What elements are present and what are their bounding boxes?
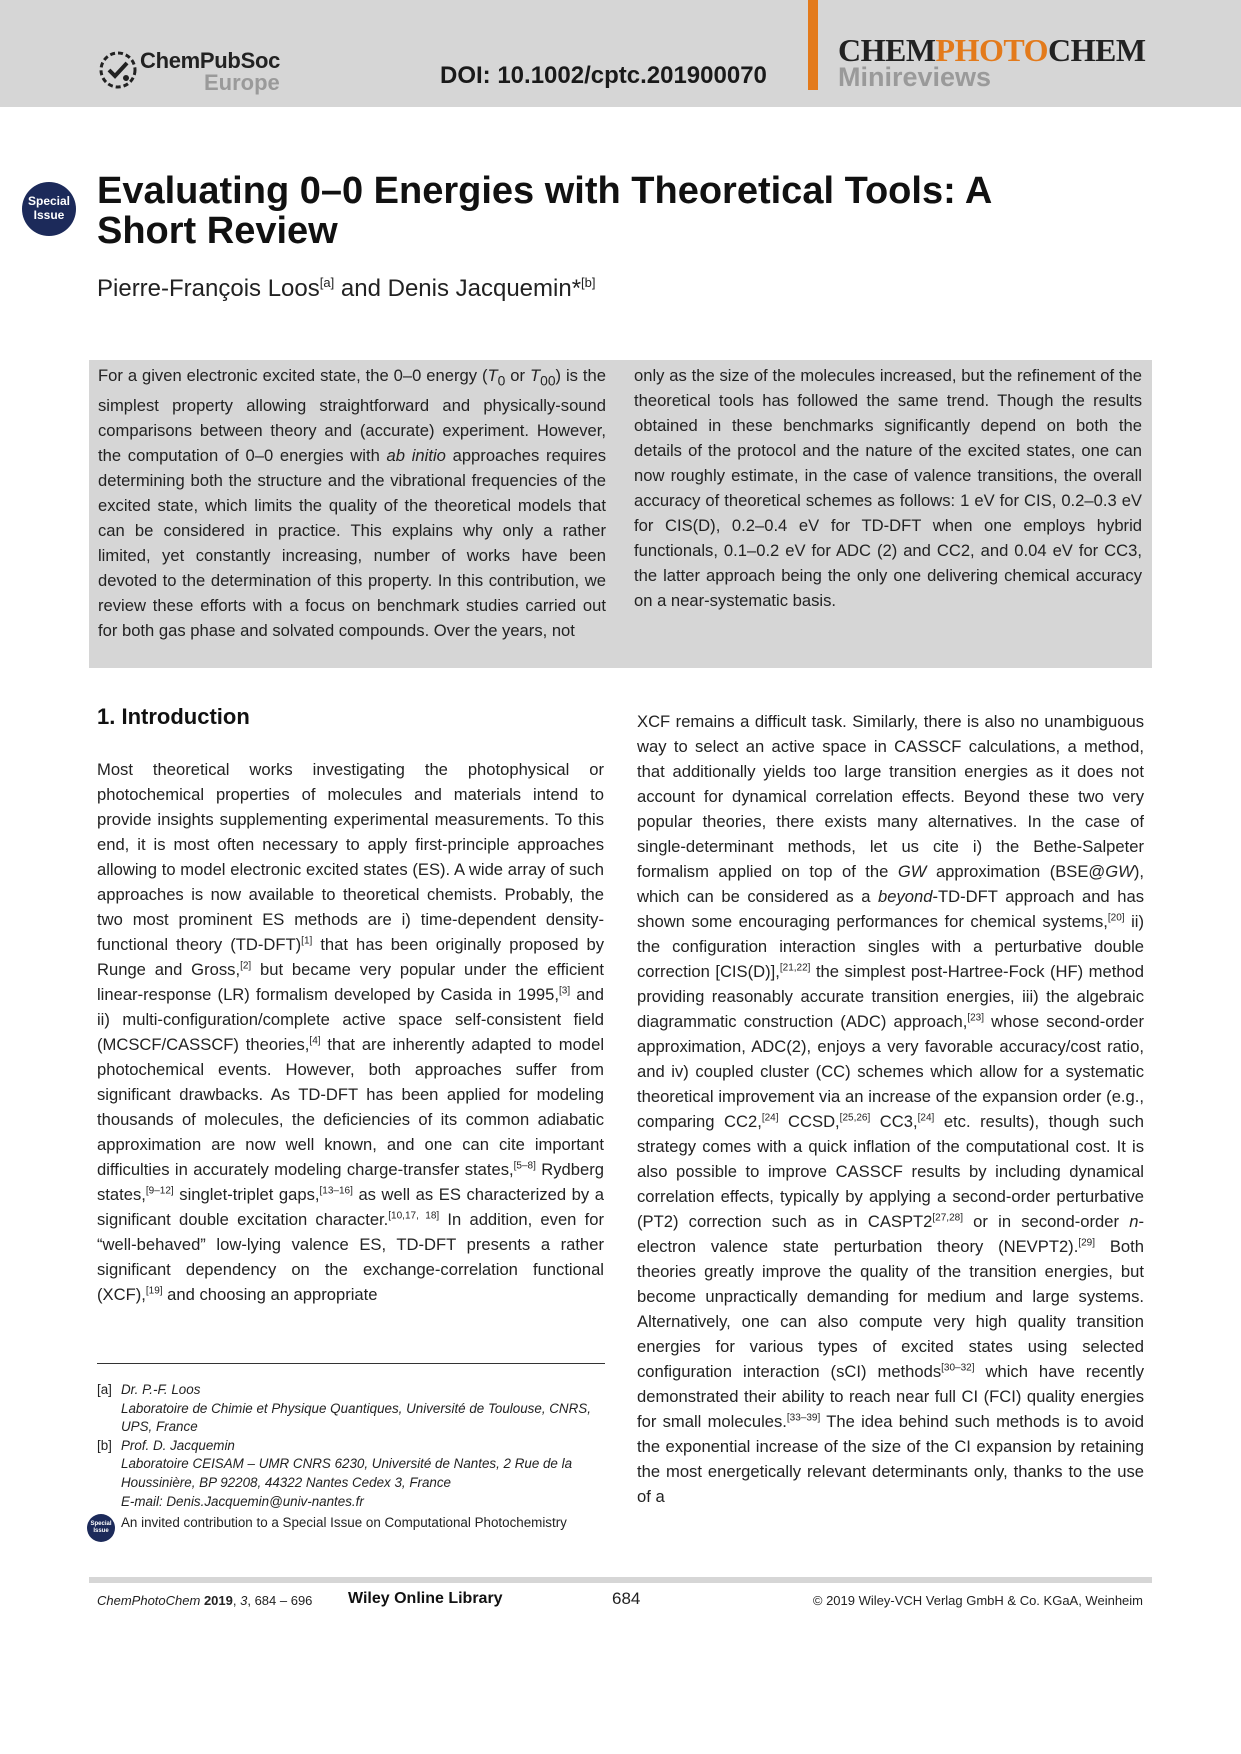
abstract-text: ) is the simplest property allowing straightforward and physically-sound comparisons between theory and (accurate) experiment. However, the computation of 0–0 energies with xyxy=(98,366,606,466)
abstract-text: For a given electronic excited state, the 0–0 energy ( xyxy=(98,366,488,385)
footer-divider xyxy=(89,1577,1152,1583)
author-joiner: and xyxy=(334,275,388,302)
abstract-symbol: T xyxy=(529,366,541,385)
body-text: as well as ES characterized by a significant double excitation character. xyxy=(97,1185,604,1229)
citation-ref[interactable]: [25,26] xyxy=(839,1112,871,1124)
badge-line-1: Special xyxy=(27,194,71,208)
body-text: The idea behind such methods is to avoid the exponential increase of the size of the CI expansion by retaining the most energetically relevant determinants only, thanks to the use of a xyxy=(637,1412,1144,1506)
abstract-column-left xyxy=(98,363,606,643)
body-text: the simplest post-Hartree-Fock (HF) method providing reasonably accurate transition energies, iii) the algebraic diagrammatic construction (ADC) approach, xyxy=(637,962,1145,1031)
body-text: Rydberg states, xyxy=(97,1160,604,1204)
accent-bar xyxy=(808,0,818,90)
body-text: CC3, xyxy=(870,1112,918,1131)
body-text: and ii) multi-configuration/complete active space self-consistent field (MCSCF/CASSCF) theories, xyxy=(97,985,604,1054)
logo-text-europe: Europe xyxy=(204,70,280,95)
body-text: ii) the configuration interaction singles with a perturbative double correction [CIS(D)], xyxy=(637,912,1145,981)
citation-ref[interactable]: [24] xyxy=(761,1112,779,1124)
citation-ref[interactable]: [1] xyxy=(301,935,313,947)
footnote-invited-text: An invited contribution to a Special Issue on Computational Photochemistry xyxy=(121,1515,567,1531)
doi: DOI: 10.1002/cptc.201900070 xyxy=(440,62,767,89)
citation-ref[interactable]: [3] xyxy=(559,985,571,997)
body-italic: GW xyxy=(897,862,927,881)
body-text: that has been originally proposed by Runge and Gross, xyxy=(97,935,605,979)
footer-journal: ChemPhotoChem xyxy=(97,1593,201,1608)
author-1: Pierre-François Loos xyxy=(97,275,320,302)
body-text: Most theoretical works investigating the photophysical or photochemical properties of molecules and materials intend to provide insights supplementing experimental measurements. To this end, it is most often necessary to apply first-principle approaches allowing to model electronic excited states (ES). A wide array of such approaches is now available to theoretical chemists. Probably, the two most prominent ES methods are i) time-dependent density-functional theory (TD-DFT) xyxy=(97,760,604,954)
abstract-text: or xyxy=(505,366,530,385)
citation-ref[interactable]: [27,28] xyxy=(932,1212,963,1224)
body-italic: n xyxy=(1129,1212,1139,1231)
body-italic: beyond xyxy=(878,887,933,906)
body-text: CCSD, xyxy=(778,1112,840,1131)
body-text: whose second-order approximation, ADC(2), enjoys a very favorable accuracy/cost ratio, and iv) coupled cluster (CC) schemes which allow for a systematic theoretical improvement via an increase of the expansion order (e.g., comparing CC2, xyxy=(637,1012,1144,1131)
body-column-right xyxy=(637,709,1144,1509)
page-header xyxy=(0,0,1241,107)
citation-ref[interactable]: [5–8] xyxy=(513,1160,536,1172)
body-text: but became very popular under the efficient linear-response (LR) formalism developed by Casida in 1995, xyxy=(97,960,604,1004)
footnote-tag: [b] xyxy=(97,1437,112,1453)
footnote-a xyxy=(97,1381,605,1437)
abstract-text: approaches requires determining both the structure and the vibrational frequencies of the excited state, which limits the quality of the theoretical models that can be considered in practice. This explains why only a rather limited, yet constantly increasing, number of works have been devoted to the determination of this property. In this contribution, we review these efforts with a focus on benchmark studies carried out for both gas phase and solvated compounds. Over the years, not xyxy=(98,446,607,641)
abstract-column-right: only as the size of the molecules increased, but the refinement of the theoretical tools has followed the same trend. Though the results obtained in these benchmarks significantly depend on both the details of the protocol and the nature of the excited states, one can now roughly estimate, in the case of valence transitions, the overall accuracy of theoretical schemes as follows: 1 eV for CIS, 0.2–0.3 eV for CIS(D), 0.2–0.4 eV for TD-DFT when one employs hybrid functionals, 0.1–0.2 eV for ADC (2) and CC2, and 0.04 eV for CC3, the latter approach being the only one delivering chemical accuracy on a near-systematic basis. xyxy=(634,366,1142,610)
page-number: 684 xyxy=(612,1589,641,1608)
journal-name-prefix: CHEM xyxy=(838,32,936,68)
logo-text-chempubsoc: ChemPubSoc xyxy=(140,48,281,73)
small-badge-line-2: Issue xyxy=(93,1528,109,1535)
abstract-box xyxy=(89,360,1152,668)
citation-ref[interactable]: [23] xyxy=(967,1012,984,1024)
body-text: ), which can be considered as a xyxy=(637,862,1144,906)
citation-ref[interactable]: [33–39] xyxy=(786,1412,821,1424)
body-text: that are inherently adapted to model photochemical events. However, both approaches suffer from significant drawbacks. As TD-DFT has been applied for modeling thousands of molecules, the deficiencies of its common adiabatic approximation are now well known, and one can cite important difficulties in accurately modeling charge-transfer states, xyxy=(97,1035,605,1179)
abstract-subscript: 00 xyxy=(540,372,556,389)
citation-ref[interactable]: [20] xyxy=(1107,912,1125,924)
chempubsoc-logo xyxy=(96,44,296,100)
article-title: Evaluating 0–0 Energies with Theoretical Tools: A Short Review xyxy=(97,170,991,252)
body-text: which have recently demonstrated their ability to reach near full CI (FCI) quality energies for small molecules. xyxy=(637,1362,1144,1431)
footnote-email[interactable]: E-mail: Denis.Jacquemin@univ-nantes.fr xyxy=(121,1493,364,1509)
footer-wiley-link[interactable]: Wiley Online Library xyxy=(348,1590,503,1607)
footnote-divider xyxy=(97,1363,605,1364)
footer-year: 2019 xyxy=(203,1593,233,1608)
journal-name-suffix: CHEM xyxy=(1048,32,1146,68)
author-list xyxy=(97,275,596,303)
body-text: -TD-DFT approach and has shown some encouraging performances for chemical systems, xyxy=(637,887,1144,931)
abstract-symbol: T xyxy=(487,366,498,385)
citation-ref[interactable]: [30–32] xyxy=(941,1362,975,1374)
footer-copyright: © 2019 Wiley-VCH Verlag GmbH & Co. KGaA, Weinheim xyxy=(812,1593,1143,1608)
body-italic: GW xyxy=(1105,862,1134,881)
body-text: etc. results), though such strategy comes with a quick inflation of the computational cost. It is also possible to improve CASSCF results by including dynamical correlation effects, typically by applying a second-order perturbative (PT2) correction such as in CASPT2 xyxy=(637,1112,1144,1231)
footer-volume: 3 xyxy=(240,1593,248,1608)
abstract-symbol-t00 xyxy=(530,366,540,385)
small-badge-line-1: Special xyxy=(90,1521,112,1528)
citation-ref[interactable]: [19] xyxy=(145,1285,163,1297)
journal-name-photo: PHOTO xyxy=(935,32,1049,68)
author-1-affiliation: [a] xyxy=(319,275,335,290)
body-text: or in second-order xyxy=(962,1212,1130,1231)
body-text: In addition, even for “well-behaved” low-lying valence ES, TD-DFT presents a rather significant dependency on the exchange-correlation functional (XCF), xyxy=(97,1210,605,1304)
citation-ref[interactable]: [10,17, 18] xyxy=(388,1210,440,1222)
footnotes xyxy=(90,1381,605,1542)
footnote-affiliation: Laboratoire CEISAM – UMR CNRS 6230, Université de Nantes, 2 Rue de la Houssinière, BP 92208, 44322 Nantes Cedex 3, France xyxy=(121,1456,573,1490)
footnote-body xyxy=(121,1437,605,1511)
section-type: Minireviews xyxy=(838,62,992,92)
citation-ref[interactable]: [21,22] xyxy=(779,962,811,974)
abstract-ab-initio: ab initio xyxy=(386,446,446,466)
author-2-affiliation: [b] xyxy=(581,275,596,290)
body-text: and choosing an appropriate xyxy=(162,1285,378,1304)
body-text: approximation (BSE@ xyxy=(926,862,1106,881)
special-issue-badge xyxy=(22,182,76,236)
chempubsoc-logo-icon xyxy=(96,48,140,92)
footnote-tag: [a] xyxy=(97,1382,112,1397)
body-text: XCF remains a difficult task. Similarly, there is also no unambiguous way to select an active space in CASSCF calculations, a method, that additionally yields too large transition energies as it does not account for dynamical correlation effects. Beyond these two very popular theories, there exists many alternatives. In the case of single-determinant methods, let us cite i) the Bethe-Salpeter formalism applied on top of the xyxy=(637,712,1144,881)
special-issue-small-badge xyxy=(87,1514,115,1542)
citation-ref[interactable]: [2] xyxy=(240,960,252,972)
citation-ref[interactable]: [24] xyxy=(917,1112,935,1124)
footnote-b xyxy=(97,1437,605,1511)
abstract-symbol-t0 xyxy=(487,366,497,385)
footnote-name: Prof. D. Jacquemin xyxy=(121,1437,235,1453)
citation-ref[interactable]: [4] xyxy=(309,1035,321,1047)
footnote-name: Dr. P.-F. Loos xyxy=(121,1382,201,1397)
abstract-subscript: 0 xyxy=(497,372,506,389)
citation-ref[interactable]: [13–16] xyxy=(319,1185,353,1197)
footnote-special-issue xyxy=(90,1514,605,1542)
footer-pages: 684 – 696 xyxy=(254,1593,313,1608)
body-text: Both theories greatly improve the quality of the transition energies, but become unpractically demanding for medium and large systems. Alternatively, one can also compute very high quality transition energies for various types of excited states using selected configuration interaction (sCI) methods xyxy=(637,1237,1144,1381)
body-column-left xyxy=(97,757,604,1307)
section-heading-introduction: 1. Introduction xyxy=(97,704,250,729)
body-text: -electron valence state perturbation theory (NEVPT2). xyxy=(637,1212,1144,1256)
footnote-body xyxy=(121,1381,605,1437)
author-2: Denis Jacquemin* xyxy=(387,275,582,302)
citation-ref[interactable]: [9–12] xyxy=(145,1185,174,1197)
citation-ref[interactable]: [29] xyxy=(1078,1237,1096,1249)
badge-line-2: Issue xyxy=(33,208,65,222)
footnote-affiliation: Laboratoire de Chimie et Physique Quantiques, Université de Toulouse, CNRS, UPS, France xyxy=(121,1400,591,1435)
body-text: singlet-triplet gaps, xyxy=(173,1185,320,1204)
footer-citation: ChemPhotoChem 2019, 3, 684 – 696 xyxy=(97,1593,313,1608)
